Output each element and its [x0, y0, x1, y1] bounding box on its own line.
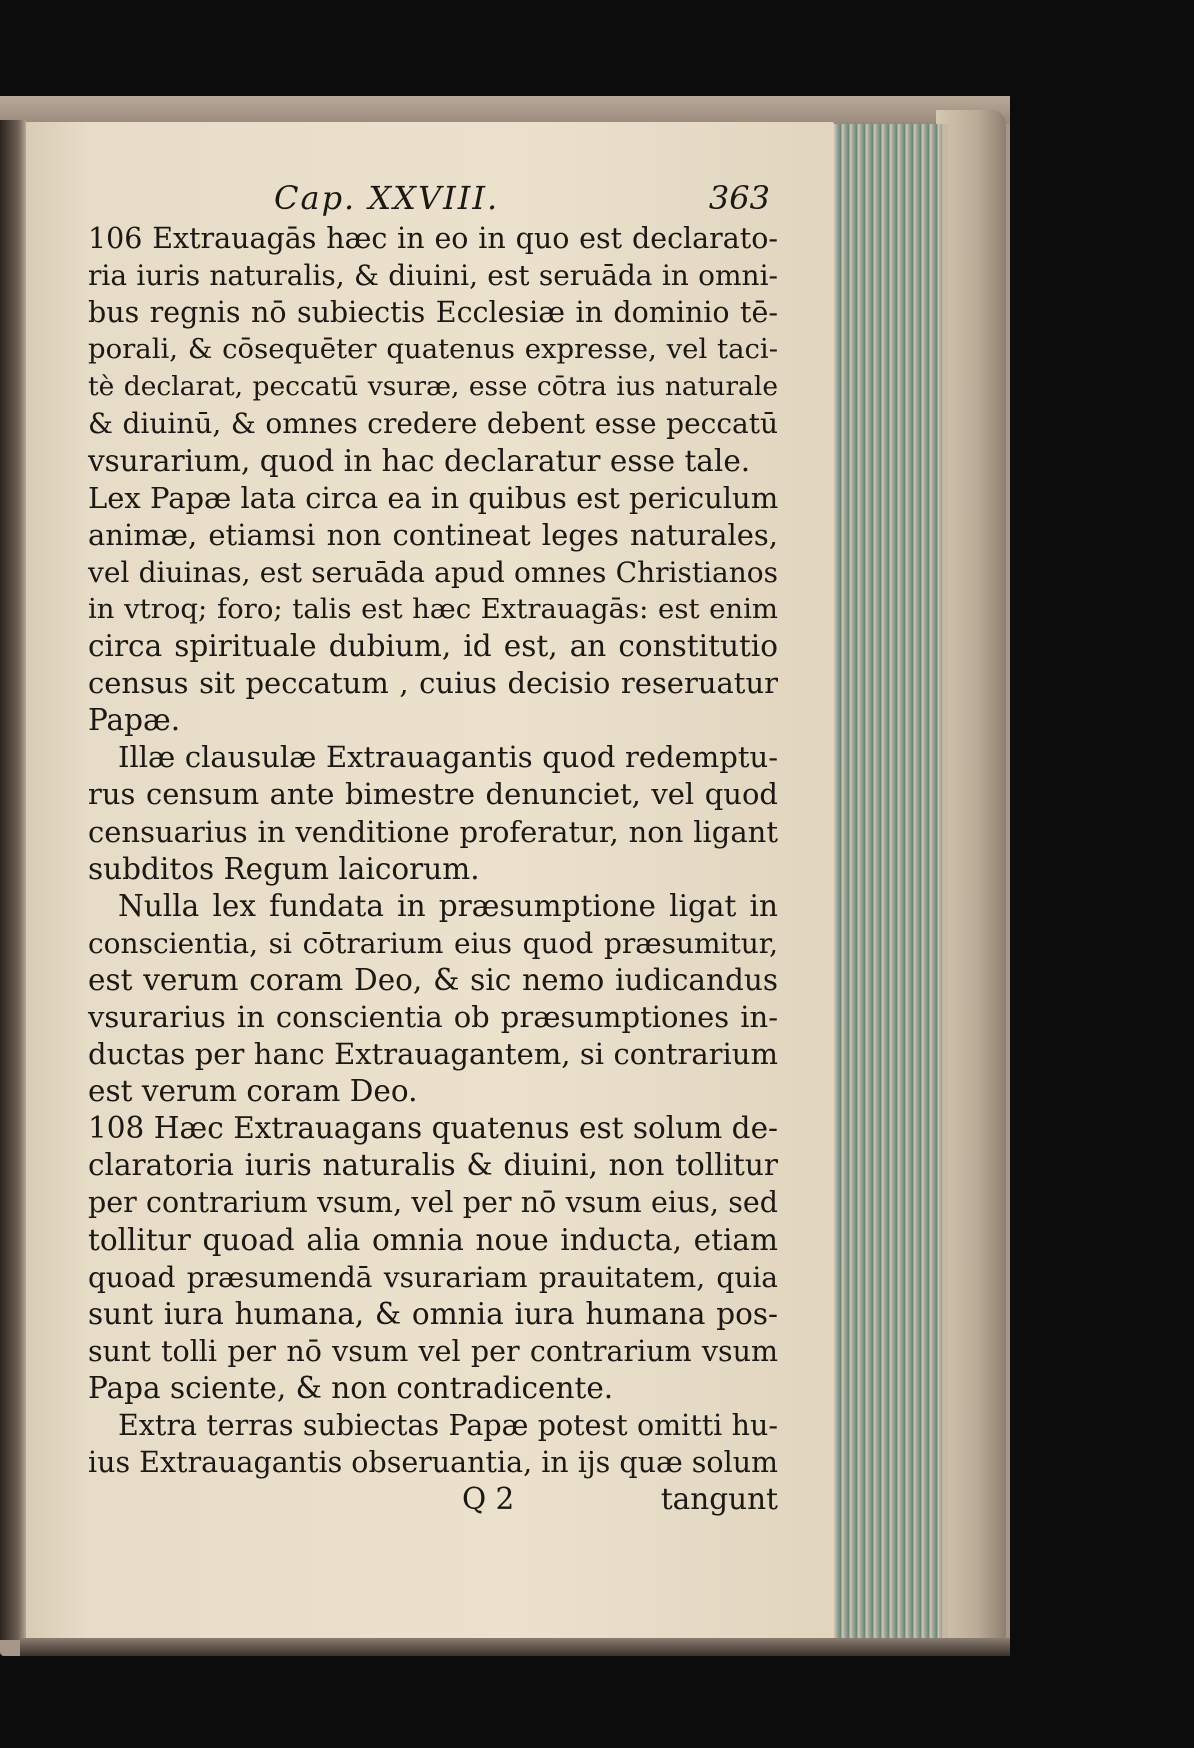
text-line: bus regnis nō subiectis Ecclesiæ in dominio tē-: [88, 296, 778, 330]
text-line: claratoria iuris naturalis & diuini, non tollitur: [88, 1148, 778, 1183]
text-line: conscientia, si cōtrarium eius quod præsumitur,: [88, 926, 778, 960]
page-number: 363: [708, 179, 770, 217]
text-line: quoad præsumendā vsurariam prauitatem, quia: [88, 1260, 778, 1294]
text-line: 106 Extrauagās hæc in eo in quo est declarato-: [88, 222, 778, 255]
text-line: est verum coram Deo, & sic nemo iudicandus: [88, 962, 778, 997]
text-line: per contrarium vsum, vel per nō vsum eius, sed: [88, 1186, 778, 1220]
text-line: in vtroq; foro; talis est hæc Extrauagās: est enim: [88, 592, 778, 625]
running-head: [88, 180, 778, 220]
text-line: 108 Hæc Extrauagans quatenus est solum de-: [88, 1111, 778, 1146]
text-line: tollitur quoad alia omnia noue inducta, etiam: [88, 1222, 778, 1257]
text-line: animæ, etiamsi non contineat leges naturales,: [88, 517, 778, 552]
text-line: Illæ clausulæ Extrauagantis quod redemptu-: [118, 740, 778, 775]
text-line: circa spirituale dubium, id est, an constitutio: [88, 629, 778, 664]
text-line: tè declarat, peccatū vsuræ, esse cōtra ius naturale: [88, 371, 778, 403]
text-line: & diuinū, & omnes credere debent esse peccatū: [88, 407, 778, 441]
page-footer: [88, 1481, 778, 1521]
signature-mark: Q 2: [462, 1482, 515, 1517]
text-line: subditos Regum laicorum.: [88, 851, 480, 886]
text-line: censuarius in venditione proferatur, non ligant: [88, 814, 778, 849]
text-line: Papæ.: [88, 703, 181, 738]
text-line: ductas per hanc Extrauagantem, si contrarium: [88, 1037, 778, 1072]
text-line: census sit peccatum , cuius decisio reseruatur: [88, 666, 778, 701]
text-line: Lex Papæ lata circa ea in quibus est periculum: [88, 480, 779, 515]
text-line: vsurarium, quod in hac declaratur esse tale.: [88, 443, 751, 478]
text-line: ius Extrauagantis obseruantia, in ijs quæ solum: [88, 1446, 779, 1480]
book-bottom-edge: [20, 1638, 1010, 1656]
text-line: est verum coram Deo.: [88, 1074, 418, 1109]
text-line: Nulla lex fundata in præsumptione ligat in: [118, 888, 778, 923]
book-gutter: [0, 120, 26, 1640]
catchword: tangunt: [660, 1482, 778, 1517]
text-line: sunt tolli per nō vsum vel per contrarium vsum: [88, 1334, 778, 1368]
page-text: [88, 180, 778, 1521]
book-top-edge: [0, 96, 1010, 124]
text-line: rus censum ante bimestre denunciet, vel quod: [88, 777, 778, 812]
text-line: porali, & cōsequēter quatenus expresse, vel taci-: [88, 333, 778, 366]
text-line: Extra terras subiectas Papæ potest omitti hu-: [118, 1409, 778, 1442]
text-line: ria iuris naturalis, & diuini, est seruāda in omni-: [88, 259, 778, 293]
page-fore-edge: [830, 124, 948, 1644]
text-line: Papa sciente, & non contradicente.: [88, 1370, 614, 1405]
chapter-title: Cap. XXVIII.: [274, 179, 500, 217]
text-line: sunt iura humana, & omnia iura humana pos-: [88, 1296, 778, 1331]
text-line: vsurarius in conscientia ob præsumptiones in-: [88, 999, 778, 1034]
text-line: vel diuinas, est seruāda apud omnes Christianos: [88, 555, 778, 589]
